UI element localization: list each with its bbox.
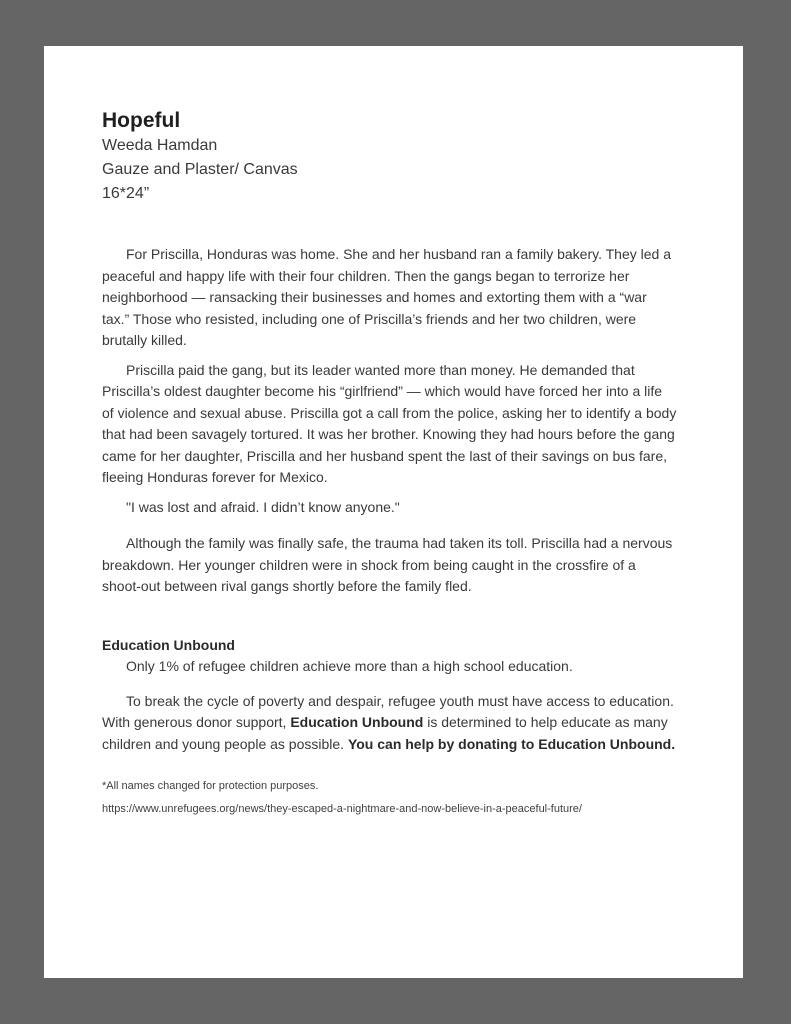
- story-section: [102, 244, 677, 598]
- artwork-medium: Gauze and Plaster/ Canvas: [102, 161, 298, 178]
- education-stat-line: Only 1% of refugee children achieve more than a high school education.: [126, 658, 573, 674]
- story-paragraph-1: For Priscilla, Honduras was home. She and her husband ran a family bakery. They led a peaceful and happy life with their four children. Then the gangs began to terrorize her neighborhood — ransacking their businesses and homes and extorting them with a “war tax.” Those who resisted, including one of Priscilla’s friends and her two children, were brutally killed.: [102, 246, 671, 348]
- cta-run-4-bold: You can help by donating to Education Unbound.: [347, 735, 676, 752]
- footnotes-section: [102, 779, 677, 816]
- document-page: [44, 46, 743, 978]
- artwork-title: Hopeful: [102, 109, 181, 132]
- artwork-header: [102, 108, 677, 206]
- source-url: https://www.unrefugees.org/news/they-escaped-a-nightmare-and-now-believe-in-a-peaceful-future/: [102, 803, 582, 815]
- cta-run-2-bold: Education Unbound: [290, 714, 424, 730]
- story-paragraph-3: Although the family was finally safe, the trauma had taken its toll. Priscilla had a nervous breakdown. Her younger children were in shock from being caught in the crossfire of a shoot-out between rival gangs shortly before the family fled.: [102, 535, 673, 594]
- story-quote: "I was lost and afraid. I didn’t know anyone.": [126, 498, 400, 515]
- names-changed-note: *All names changed for protection purposes.: [102, 780, 319, 792]
- education-section: [102, 635, 677, 756]
- education-cta-paragraph: [102, 691, 677, 756]
- story-paragraph-2: Priscilla paid the gang, but its leader wanted more than money. He demanded that Priscilla’s oldest daughter become his “girlfriend” — which would have forced her into a life of violence and sexual abuse. Priscilla got a call from the police, asking her to identify a body that had been savagely tortured. It was her brother. Knowing they had hours before the gang came for her daughter, Priscilla and her husband spent the last of their savings on bus fare, fleeing Honduras forever for Mexico.: [102, 361, 677, 485]
- cta-run-1: To break the cycle of poverty and despair, refugee youth must have access to education. With generous donor support,: [102, 692, 674, 730]
- cta-run-3: is determined to help educate as many children and young people as possible.: [102, 714, 668, 752]
- page-content: [102, 108, 677, 816]
- artwork-dimensions: 16*24”: [102, 185, 150, 202]
- education-heading: Education Unbound: [102, 636, 235, 653]
- artist-name: Weeda Hamdan: [102, 137, 218, 154]
